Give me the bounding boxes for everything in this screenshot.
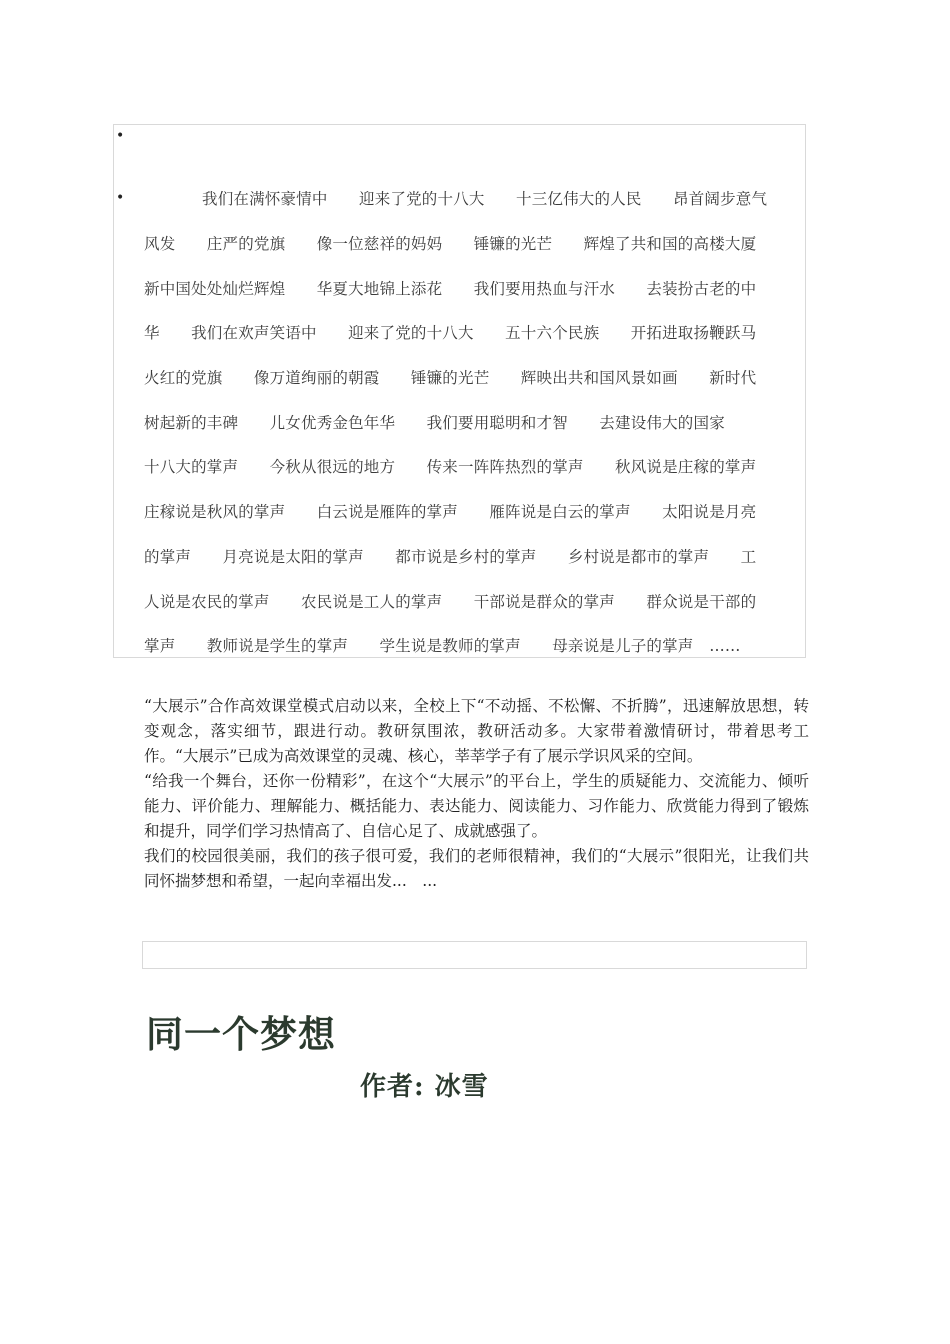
poem-line: 我们在满怀豪情中 迎来了党的十八大 十三亿伟大的人民 昂首阔步意气 [202, 190, 768, 208]
poem-line: 树起新的丰碑 儿女优秀金色年华 我们要用聪明和才智 去建设伟大的国家 [144, 414, 725, 432]
poem-line: 新中国处处灿烂辉煌 华夏大地锦上添花 我们要用热血与汗水 去装扮古老的中 [144, 280, 757, 298]
poem-line: 华 我们在欢声笑语中 迎来了党的十八大 五十六个民族 开拓进取扬鞭跃马 [144, 324, 757, 342]
article-paragraph: “给我一个舞台，还你一份精彩”，在这个“大展示”的平台上，学生的质疑能力、交流能力、倾听能力、评价能力、理解能力、概括能力、表达能力、阅读能力、习作能力、欣赏能力得到了锻炼和提升，同学们学习热情高了、自信心足了、成就感强了。 [144, 772, 809, 840]
poem-line: 火红的党旗 像万道绚丽的朝霞 锤镰的光芒 辉映出共和国风景如画 新时代 [144, 369, 757, 387]
poem-line: 掌声 教师说是学生的掌声 学生说是教师的掌声 母亲说是儿子的掌声 …… [144, 637, 741, 655]
bullet-marker: • [116, 128, 125, 144]
poem-line: 人说是农民的掌声 农民说是工人的掌声 干部说是群众的掌声 群众说是干部的 [144, 593, 757, 611]
author-line: 作者: 冰雪 [360, 1072, 489, 1102]
page-title: 同一个梦想 [146, 1012, 336, 1056]
poem-line: 十八大的掌声 今秋从很远的地方 传来一阵阵热烈的掌声 秋风说是庄稼的掌声 [144, 458, 757, 476]
poem-line: 风发 庄严的党旗 像一位慈祥的妈妈 锤镰的光芒 辉煌了共和国的高楼大厦 [144, 235, 757, 253]
article-paragraph: “大展示”合作高效课堂模式启动以来，全校上下“不动摇、不松懈、不折腾”，迅速解放思想，转变观念，落实细节，跟进行动。教研氛围浓，教研活动多。大家带着激情研讨，带着思考工作。“大展示”已成为高效课堂的灵魂、核心，莘莘学子有了展示学识风采的空间。 [144, 697, 809, 765]
article-body [144, 694, 809, 894]
bullet-marker: • [116, 190, 125, 206]
poem-box [113, 124, 806, 658]
empty-frame [142, 941, 807, 969]
poem-line: 的掌声 月亮说是太阳的掌声 都市说是乡村的掌声 乡村说是都市的掌声 工 [144, 548, 757, 566]
poem-line: 庄稼说是秋风的掌声 白云说是雁阵的掌声 雁阵说是白云的掌声 太阳说是月亮 [144, 503, 757, 521]
article-paragraph: 我们的校园很美丽，我们的孩子很可爱，我们的老师很精神，我们的“大展示”很阳光，让我们共同怀揣梦想和希望，一起向幸福出发... ... [144, 847, 809, 890]
